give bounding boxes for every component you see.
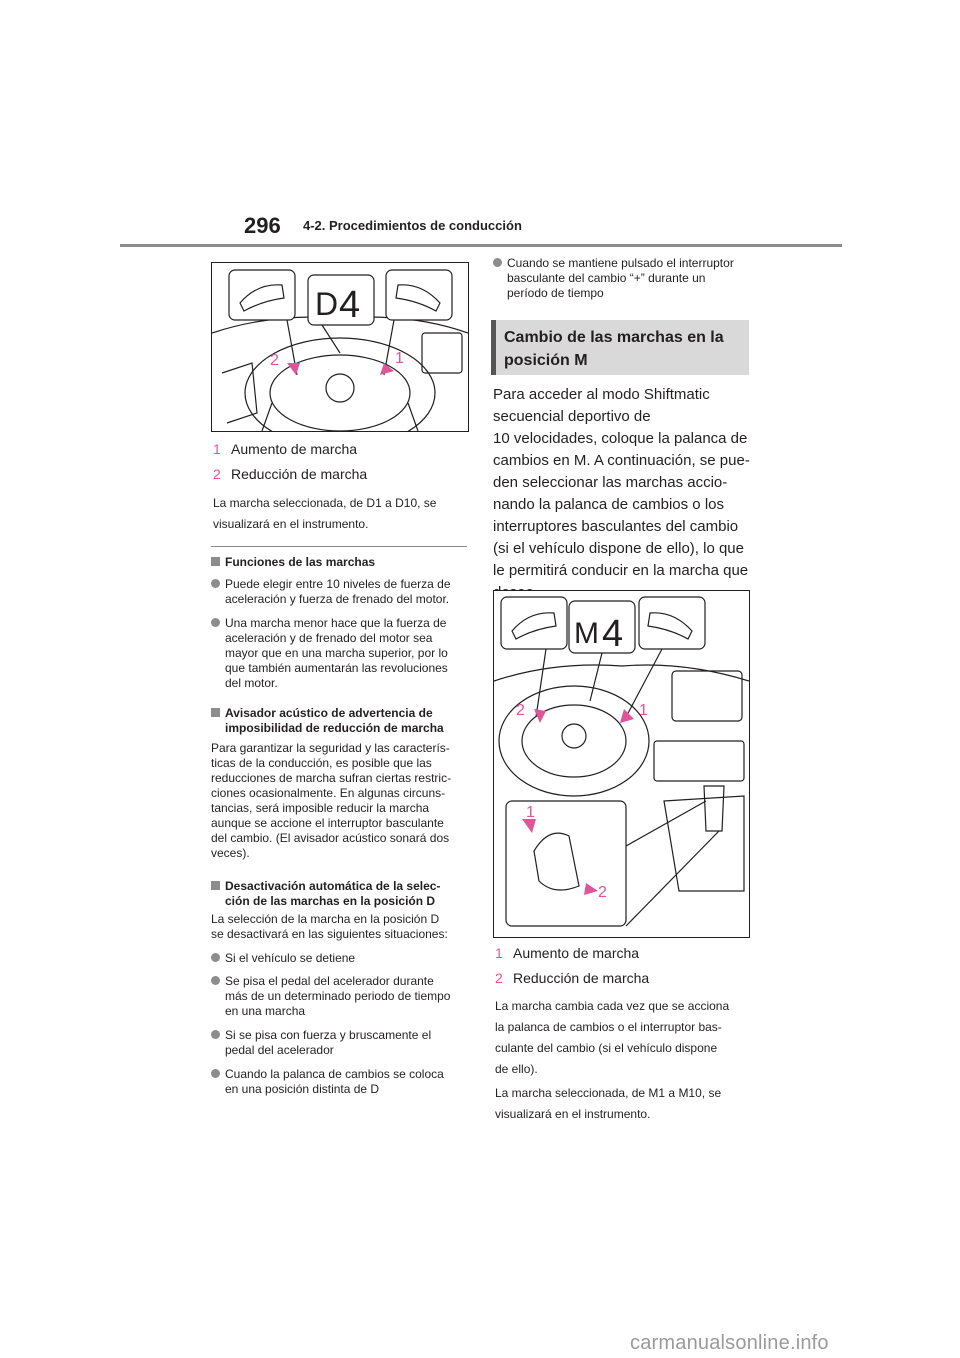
callout-2: 2 [270, 352, 279, 369]
legend-item-downshift: 2 Reducción de marcha [495, 970, 650, 986]
section-divider [211, 546, 467, 547]
section-heading-box: Cambio de las marchas en la posición M [491, 320, 749, 375]
bullet-item: Puede elegir entre 10 niveles de fuerza de aceleración y fuerza de frenado del motor. [211, 577, 485, 607]
note-d-range: La marcha seleccionada, de D1 a D10, se visualizará en el instrumento. [213, 496, 437, 531]
bullet-item: Cuando se mantiene pulsado el interruptor basculante del cambio “+” durante un período de tiempo [493, 256, 777, 301]
display-letter: D [315, 286, 339, 322]
steering-wheel-illustration [212, 263, 468, 431]
bullet-item: Si el vehículo se detiene [211, 951, 485, 966]
paragraph-avisador: Para garantizar la seguridad y las caracterís- ticas de la conducción, es posible que las reducciones de marcha sufran ciertas restric- ciones ocasionalmente. En algunas circuns- tancias, será imposible reducir la marcha aunque se accione el interruptor basculante del cambio. (El avisador acústico sonará dos veces). [211, 741, 452, 860]
page-number: 296 [244, 213, 281, 238]
bullet-item: Una marcha menor hace que la fuerza de aceleración y de frenado del motor sea mayor que en una marcha superior, por lo que también aumentarán las revoluciones del motor. [211, 616, 485, 691]
heading-desactivacion: Desactivación automática de la selec- ción de las marchas en la posición D [211, 879, 440, 909]
heading-funciones: Funciones de las marchas [211, 555, 375, 570]
figure-paddle-shifters-d [211, 262, 469, 432]
paragraph-desactivacion: La selección de la marcha en la posición D se desactivará en las siguientes situaciones: [211, 912, 448, 941]
lever-callout-1: 1 [526, 804, 535, 821]
paragraph-modo-m: Para acceder al modo Shiftmatic secuencial deportivo de 10 velocidades, coloque la palanca de cambios en M. A continuación, se pue- den seleccionar las marchas accio- nando la palanca de cambios o los interruptores basculantes del cambio (si el vehículo dispone de ello), lo que le permitirá conducir en la marcha que [493, 386, 750, 579]
callout-1: 1 [639, 702, 648, 719]
heading-avisador: Avisador acústico de advertencia de imposibilidad de reducción de marcha [211, 706, 444, 736]
display-number: 4 [339, 284, 361, 326]
steering-and-lever-illustration [494, 591, 749, 937]
display-number: 4 [602, 613, 624, 655]
legend-item-downshift: 2 Reducción de marcha [213, 466, 368, 482]
legend-item-upshift: 1 Aumento de marcha [213, 441, 358, 457]
legend-item-upshift: 1 Aumento de marcha [495, 945, 640, 961]
bullet-item: Se pisa el pedal del acelerador durante más de un determinado periodo de tiempo en una marcha [211, 974, 485, 1019]
display-letter: M [574, 617, 599, 650]
watermark: carmanualsonline.info [630, 1332, 829, 1354]
bullet-item: Cuando la palanca de cambios se coloca en una posición distinta de D [211, 1067, 485, 1097]
callout-2: 2 [516, 702, 525, 719]
callout-1: 1 [395, 350, 404, 367]
bullet-item: Si se pisa con fuerza y bruscamente el pedal del acelerador [211, 1028, 485, 1058]
section-title: 4-2. Procedimientos de conducción [303, 218, 522, 233]
note-m-range: La marcha cambia cada vez que se acciona la palanca de cambios o el interruptor bas- culante del cambio (si el vehículo dispone de ello). La marcha seleccionada, de M1 a M10, se visualizará en el instrumento. [495, 999, 730, 1121]
header-rule [120, 244, 842, 247]
figure-paddle-shifters-m [493, 590, 750, 938]
lever-callout-2: 2 [598, 884, 607, 901]
